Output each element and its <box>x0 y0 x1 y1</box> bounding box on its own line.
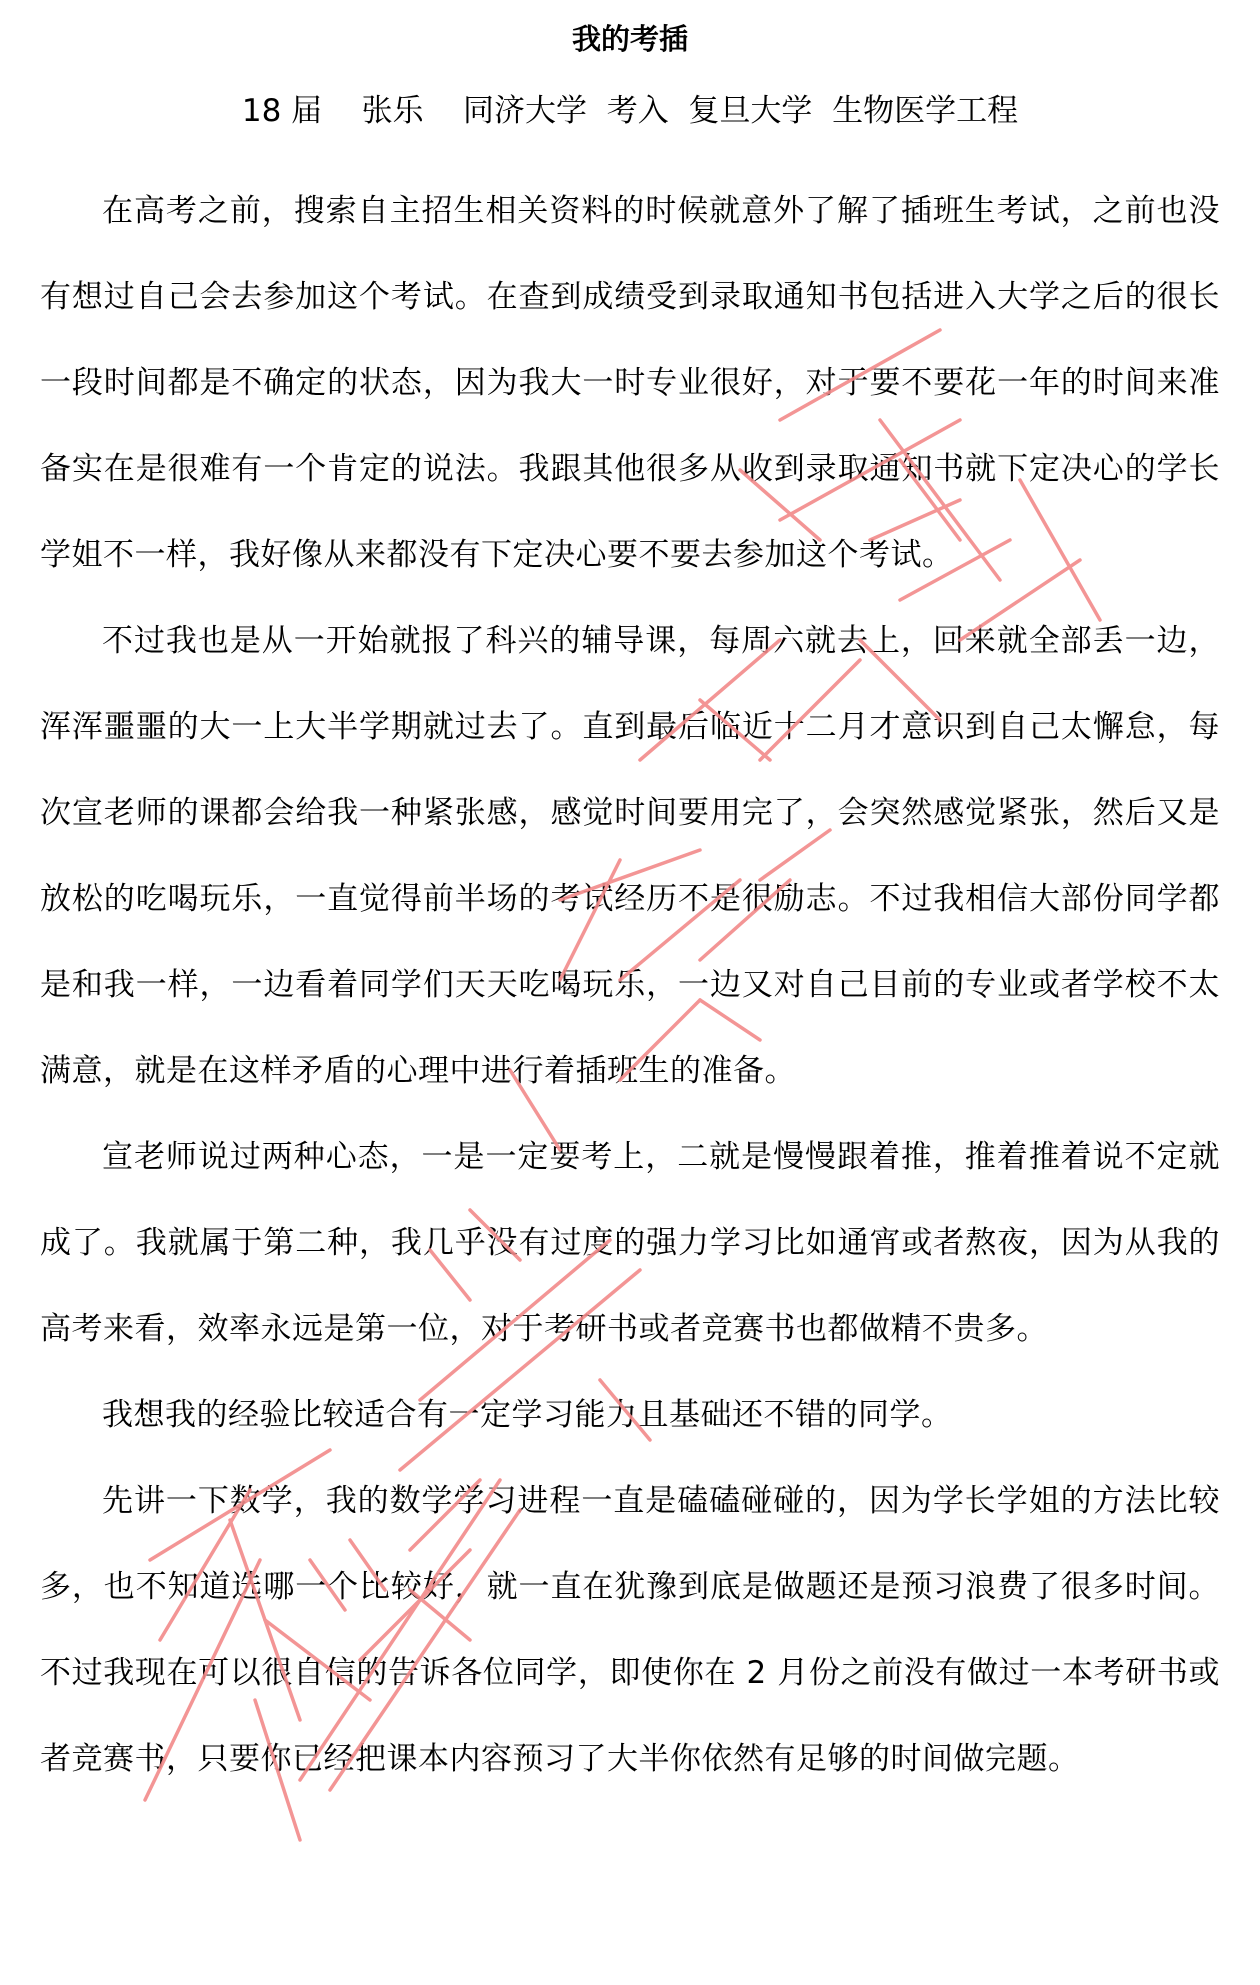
paragraph-4: 我想我的经验比较适合有一定学习能力且基础还不错的同学。 <box>102 1397 953 1433</box>
document-title: 我的考插 <box>571 22 688 56</box>
document-page <box>40 14 1220 1802</box>
paragraph-5: 先讲一下数学，我的数学学习进程一直是磕磕碰碰的，因为学长学姐的方法比较多，也不知道选哪一个比较好，就一直在犹豫到底是做题还是预习浪费了很多时间。不过我现在可以很自信的告诉各位同学，即使你在 2 月份之前没有做过一本考研书或者竞赛书，只要你已经把课本内容预习了大半你依然有足够的时间做完题。 <box>40 1483 1220 1777</box>
paragraph-1: 在高考之前，搜索自主招生相关资料的时候就意外了解了插班生考试，之前也没有想过自己会去参加这个考试。在查到成绩受到录取通知书包括进入大学之后的很长一段时间都是不确定的状态，因为我大一时专业很好，对于要不要花一年的时间来准备实在是很难有一个肯定的说法。我跟其他很多从收到录取通知书就下定决心的学长学姐不一样，我好像从来都没有下定决心要不要去参加这个考试。 <box>40 193 1220 573</box>
paragraph-3: 宣老师说过两种心态，一是一定要考上，二就是慢慢跟着推，推着推着说不定就成了。我就属于第二种，我几乎没有过度的强力学习比如通宵或者熬夜，因为从我的高考来看，效率永远是第一位，对于考研书或者竞赛书也都做精不贵多。 <box>40 1139 1220 1347</box>
document-subtitle: 18 届 张乐 同济大学 考入 复旦大学 生物医学工程 <box>241 93 1019 129</box>
paragraph-2: 不过我也是从一开始就报了科兴的辅导课，每周六就去上，回来就全部丢一边，浑浑噩噩的大一上大半学期就过去了。直到最后临近十二月才意识到自己太懈怠，每次宣老师的课都会给我一种紧张感，感觉时间要用完了，会突然感觉紧张，然后又是放松的吃喝玩乐，一直觉得前半场的考试经历不是很励志。不过我相信大部份同学都是和我一样，一边看着同学们天天吃喝玩乐，一边又对自己目前的专业或者学校不太满意，就是在这样矛盾的心理中进行着插班生的准备。 <box>40 623 1220 1089</box>
